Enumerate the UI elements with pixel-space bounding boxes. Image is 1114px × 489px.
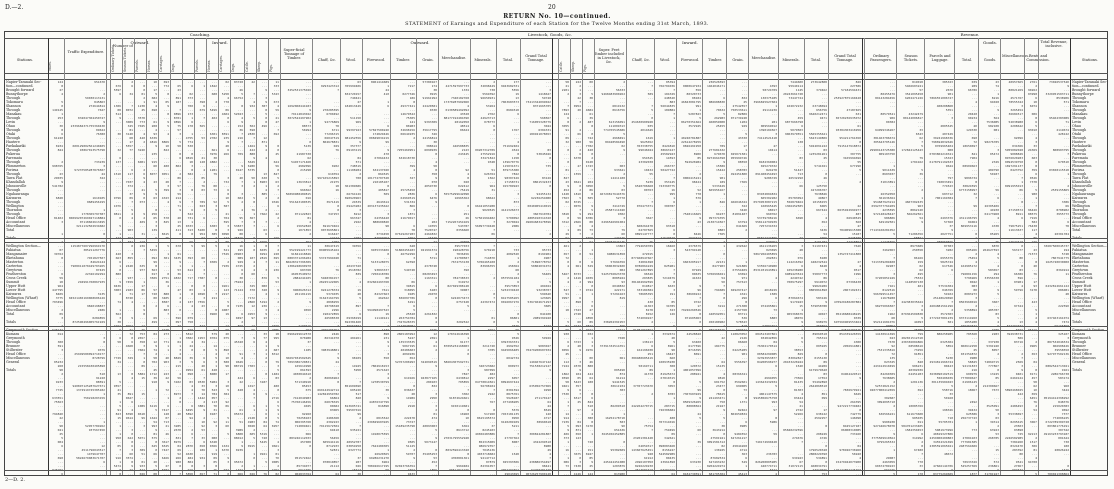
group-inward: Inward. (682, 40, 698, 45)
return-title: RETURN No. 10—continued. (503, 13, 611, 20)
figures-column: 23 74 ... 1 8216 94028 ... 9 ... 564 7536085 982108 081 ... 98276785 ... 3 05472 2349 ... 489790 50187 ... ... 56 ... 6 ... 26305406 44930 04173968 4 ... 4338 ... 05265 ... 75 6870 264627593 4 5 ... 4 583657 294 33556338 1 ... 9 5 ... 3607 ... 485787 83 5 4 6 3780 2283 337938 5391940 8057 2 ... 74869715 777867 0 13245 85 ... 212300667 7673 ... ... 3525091 50 3 03 39314 2 63923 53 268785 ... 15 ... ... 572 236861 6 31781947 (982, 80, 999, 476)
col-minerals-in: Minerals. (782, 58, 800, 62)
figures-column: ... 8 0 01 2 1 1238 45 ... 3578 773 7045 ... 4 440 2 ... 3240 ... ... 6001 ... 2 6 9 4 ... 41 9 0 073 9 2 409 ... 31 ... 210 236 7 ... 635 977 ... 1 17 86 17 ... ... 8 9 8 ... ... 12 79 753 2657 358 3 7604 7 1 0 89 ... 5884 15 ... ... 15 ... ... 1089 0618 99 ... 3 ... ... 5071 ... ... 389 51 ... 01 933 577 026 (137, 80, 145, 476)
col-merchandise: Merchandise. (441, 56, 467, 60)
col-cattle: Cattle. (245, 61, 249, 72)
col-pigs: Pigs. (269, 64, 273, 72)
column-rule (1070, 38, 1071, 475)
figures-column: 2 6 34 ... 7 0072 ... ... 3009 345 81 3140 68 17 5557 77 ... ... ... 6 117 ... 7037 372 ... 37 09 7 ... 5 4 4 ... ... 903 ... 353 484 0 ... 3 855 ... 2448 ... 937 7459 ... 2183 71 8720 4 ... 9 ... 0967 71 72 0 6 4668 ... ... 329 ... ... ... 8 4 ... ... 891 0627 6 ... 4 8398 9614 ... ... 3 0 622 0 6 3 60 3574 8 9 23 ... (125, 80, 133, 476)
figures-column: ... 6 02 373 ... 700 ... 173 1 6 178 1 4755 774 530 ... 8 9819 18 3 8 582 ... ... ... 8 ... ... 7 ... 6 522 731 1 0333 313 8 ... 90 5 ... ... 393 ... 1 614 ... 717 ... 8 03 0 ... 137 4 ... 7 079 758 078 5812 3582 4 24 0 ... 39 5 ... 9954 098 ... 03 4 4 7 ... ... 6 6495 5892 94 ... ... 2 6 7 ... 2870 ... 4630 484 804 8 019 5858 (185, 80, 193, 476)
figures-column: 58 21 2201 2 ... 7 7893 124 6 8 3055 91 ... 09 32 ... 0 ... ... 0 ... 81 ... 827 43 9 452 1428 7563 02 ... 3818 0 3312 ... 1 29 51 2 461 ... 657 72 0 4 5467 2 4 ... 547 51 9997 ... ... 18 ... 5 84 69 930 ... 6 2 0056 45 ... 112 7244 1862 0590 58 9461 9 7530 ... 1 7 ... 14 914 7239 5 9 406 373 1 ... 16 ... 1 086 73 ... (561, 80, 569, 476)
figures-column: 7444600 95940114 1145 20243661728 73447724 102072232 ... ... 459 6877666798 6 5079503 9063979551 ... 138 ... ... ... 83 ... ... 51447 713 26532290 ... 66 ... 05783092 556870464 1366452585 ... ... 6698 ... 73 ... 3 48 ... 076 112216392 6 105238280 6989423524 4249742 700975297 ... ... ... 87064674 9174943 15 1 965368679 48076 9 4 2 ... 6 5 ... 38553 829 83062847 20433226944 1540 ... 73566 81435 ... 81303 4 03444 54 21 2722 52266 ... ... ... 85840232596 ... 274676 7 ... 934943 67 31072115 (783, 80, 803, 468)
col-number-of: Number of (113, 44, 133, 48)
figures-column: ... ... ... 80455476 89143284456 ... ... 80579541 906 00382 64999346267 ... 381463786674 305643705146 ... 29989143725380 009103750 ... 1 9011639 8603037 ... 31013891 ... ... 26352050 361636364 954687923214 6592377764209 4235595 972148428447 986806 649102501 77143160281052 5 ... 11746555 3462063 ... 7 7213339289408 02287 ... 3 37265851949 ... 7161 8122516 566399511457 11678288 7 98275066507 ... 1962 68 952121681076 99052 162921079841 14130911699 043 7678 92 7531335816 72 135 023325 443412910499 84260309 7638605 2 52572821152 92077000412659 ... 302687 3094095710 2 ... 636566221 9906938 927446678078 ... 9 3775509910562 9795265532 ... 1 29087 4463059 60672789223 967226 5 (869, 80, 895, 476)
page-header (0, 2, 1114, 32)
totals-rule (4, 242, 1108, 243)
group-coaching: Coaching. (189, 32, 211, 37)
col-miscellaneous: Miscellaneous. (1002, 54, 1030, 58)
col-parcels-luggage: Parcels and Luggage. (929, 54, 951, 62)
figures-column: ... 0293423312 7 ... ... 270285595 6700492 ... 92776869 78 6711 77296315 06047519 804678831 029 76 ... 0202 ... 610354 997165215893 21975 18 16 ... 3971419 0 0 347253 ... 691679464 0073695861 616427 12122 1903 30647415 89905945164 6 53747994048 ... 76 ... 5948384157 28225122065 ... 0241278334 5374035 31623164799 2898259 28798348 2296 190472859 46508538 ... 7 7365386094 2446 86341070 ... 3983948801 7 9 24 ... ... 7 86066962 8 669142942714 142824959782 66864 66078325 00682 03065 ... 2486368 2302223 79115672504 69410 56456 605944116 8712933 52831 ... ... 078810857 21112 ... 64 (317, 80, 339, 476)
col-super-tonnage: Super-ficial Tonnage of Timber. (283, 48, 305, 60)
column-rule (552, 38, 553, 475)
col-season-tickets: Season Tickets. (903, 54, 919, 62)
col-ordinary-passengers: Ordinary Passengers. (870, 54, 892, 62)
col-firewood-in: Firewood. (680, 58, 700, 62)
col-miles: Miles. (48, 61, 52, 71)
col-chaff-in: Chaff, &c. (631, 58, 651, 62)
col-rents-commission: Rents and Commission. (1026, 54, 1050, 62)
figures-column: 819018 5466603241 57 3541095458 6202471226 ... 43242479 80142006817 ... ... 33 6543 62 7 5 172842125443 79 1704162 5 39 ... ... ... 2 1 4607302435 963 8862120 566262561 54 9 ... 71286356 58871 ... 8973689 250558 86166 159 02 62 495 75532 1148587130 401 ... ... 242383035624 3 6 879364509838 5 44093 ... 35085 799 282651512318 430336004866 68508616 73256 91851 ... 840 906231 40302036 64451283 1201136 ... 692 ... ... ... 10085766 ... 611673608 905035 011 584701233405 1584350453 6 314992 2 8 67480 7 ... 770 33 ... 178 (901, 80, 923, 476)
col-dogs: Dogs. (171, 62, 175, 72)
figures-column: ... 7 ... 589 ... 7 5 ... 0 454630900928 035 4014649 1619 9625652 353338755 99046044 954545 23302038 ... 10432 55 ... 5239 6520706668 00763 ... ... 7 076473371 ... ... 3627 608264478 62707565 0895147777 ... 75 7794650789 ... 472015 877468947667 32891698 8786864249 3501267895 96546 203835 381404992599 019817 333184584 78685395 ... 430 41363 8178 8152 574099227 2 ... 81081063552 1 ... 138113 6 164196038 251 389480685419 58169711 89 41378 ... 37357723670 2 ... 242264270715 ... ... 75754 7 23201381428 ... 64059317 143607625451 948 61912 2496107050 8226229230 3513684310 ... (631, 80, 653, 476)
col-total-out: Total. (502, 58, 514, 62)
col-sheep-in: Sheep. (571, 60, 575, 72)
group-outward: Outward. (410, 40, 430, 45)
col-total-revenue: Total Revenue, inclusive. (1040, 40, 1068, 48)
figures-column: 222 2 1 3 22 7 0954 20 ... 2 4 66 ... 980 ... 2 6 6378 47 ... 1559 0641 0 2 1810 5 8745 0076 7 9 56 2666 0 09 7 ... 3 2 ... 0 8 061 8733 1416 2 ... 7 ... 6 898 ... 7343 2748 ... 60 9137 8 ... 3723 48 9 ... ... 3 4578 9 104 05 5423 357 6 7 6517 25 97 ... ... 84 093 871 650 123 ... ... 3675 0 3 7438 4126 (573, 80, 581, 476)
figures-column: ... ... ... ... 832 25 27542557 750533611 82806 071739248 1204 929 ... 5 43330 ... 17 1 025071581 955999746 08550 ... 258783 492451800 ... 7369 ... ... ... 466046324 322 3420 81891407 63794 041669 2 ... 0 432642 ... ... 1 921889 67554409 63692 971 757613 049297417 4341 296 8 271308 2157768 83711 536 578543 518 589672 110823052 2126 06668 ... 04225285 901 ... 5556397 08366341 3592601 699005 73 ... 8 1371 82462 802659834 ... 6 0985 ... 9484552 627261217 ... 45844268 4714 363 6 549 1 ... 45413 (730, 80, 747, 476)
figures-column: 05394 766704036 7 104329 448520 883 56044835 189884 7 1 ... ... ... ... 1 ... 8424810 38663127 45582943 14593 ... 266737 50427742 ... 7 353145 743360775 16 995 1 6 300787 ... ... ... 93518 6 0 41549628 271 18460 3 ... ... 825981 7 7 7219479 0 6633 3 191 ... 85 34785 323 126 ... 5 ... 3332674 28 5 8961 98 18447 660 100935938 308 1 81925672 67810315 8 3053 8783 1 ... 283715 726306684 488 357314016 ... 759499 09 342621 ... 098083468 8156247 524582989 80435 23961898 ... 93402169 64 (658, 80, 675, 476)
figures-column: 039 289 66786 ... ... 4 ... ... 20420 90234 ... 40 129330 ... 690 72 18650697 841 7904 ... 08909663 ... ... 9896734 8 30824595 6773158997 32 7 99 ... ... 4311196795 04064 869953116 ... 8 1 2 ... 005266 2 75454 4 162985172 796801156 7796969 0042 083 00 0083273 3 8503960016 2 5358894 9373119260 1855288 329467534 785568 ... ... 060612258 25 031354872 9988 58845 92131833 216 600979 777809627 61906145 2 18067 2492 ... 39432 625586 256737743 1 773 27804103 777981585 2487564606 ... ... 70933326 525257369 ... 1877 (958, 80, 977, 476)
figures-column: ... 4271597997733 1334 ... 7340182768 17370287902060 4 0130589492092 43528 88177192484390 28162050 48514 06624 ... 446588835 2123 243445 ... ... 92 4 8 020 022412 75419 55575299642098 16965362 0 ... 251 26 7152267454169 543787 0356660 ... 27658 39577033 190428756 7836456 21780587 7674753138 ... 390 ... 784738533 319272 827029388148 39087 ... 6222073473 6757428 5 ... 3202522 ... 5 170312646398 1 91177 87095234168003 2 0 58604307592731 ... 3 7827 6430812 705859 ... 7 3302 91872624661 9150119681 0 16960 10 ... 6364 8613712 ... 27031795552948 ... 8032596413340 8 4350801361 9969484 00511811946 (443, 80, 469, 472)
col-total-rev: Total. (961, 58, 973, 62)
col-timber-in: Timber. (708, 58, 722, 62)
figures-column: ... 1842 ... 688 2 ... 5499 ... 402 ... ... 6301 2782 661 3976 30 4882 ... 1281 79 ... 00 73 ... 52 3 5 ... ... ... 6383 8 385 2 0 5 ... ... ... 0309 ... ... 0 ... ... ... 7 211 ... 8 0960 ... 91 579 0704 ... 14 5 4 5 3 1 428 8080 5984 3 523 784 057 113 70 31 0187 ... 92 3 ... ... 080 6348 0366 1 919 09 05 8 45 71 (209, 80, 217, 476)
group-outward-coach: Outward. (130, 40, 150, 45)
col-parcels: Parcels. (135, 59, 139, 72)
page-footer-ref: 2—D. 2. (5, 477, 25, 483)
figures-column: 02 ... ... 5258 4 778 ... 06 4604 0 6 ... ... 8591 235 9 48 6 266 ... ... ... 3 732 ... 6 8 10 5 587 21 704 595 3 3 0098 144 88 1 521 7529 ... 2 7939 ... ... ... 9261 143 2217 ... 5 8 4087 19 ... ... 17 60 20 075 ... ... 890 7 10 588 98 ... 17 3 10 5 384 ... 92 06 ... 5 11 60 5 ... 1634 6370 ... 9 3 034 0 (221, 80, 229, 476)
figures-column: 693 772 ... 8 ... 05 9 ... 8 ... 9 5 ... 4 8869 10 822 ... ... 480 ... 0051 ... 28 3 399 4323 4 ... ... ... 570 825 8615 75 ... 5 ... 1 301 ... ... ... 0 2751 36 4 888 3405 8587 6 883 7 ... ... 6 4748 273 ... 771 1 1 ... 40 903 ... ... 223 42 9 72 ... 1 ... 6 7417 148 07 713 21 ... 46 ... 3617 6525 7427 ... 6466 ... 27 8382 ... (161, 80, 169, 476)
col-stations: Stations. (16, 58, 34, 62)
col-pigs-in: Pigs. (583, 64, 587, 72)
col-horses-in: Horses. (207, 59, 211, 72)
col-dogs-in: Dogs. (231, 62, 235, 72)
col-parcels-in: Parcels. (195, 59, 199, 72)
figures-column: 57380167 174 38 0915 91961992 22420581 0330 ... ... 9393309 35617795 346 24156814 30 388614 6090939 8 ... 4 58 8 358 9 070 4059730 ... 6 6476 9 ... ... ... 202 19355 7520747 4464832 16479 72 ... 921991574 4 5711 4378748 ... 08283493 1163311 ... 6 6183 24070 0 ... ... ... 2261832 8 4 ... 3725 12 2691 4 61 2 ... 324099519 9 ... ... 943877165 280103 832 ... 3 2950 ... 3 2 01 474 ... 40893003 5 ... 9 5073147 8 35405253 53 452 7 1899 ... (420, 80, 437, 476)
figures-column: 2 32098449 738 5569392 96650931 ... 53264 ... 2762 44923713 078773 6 0 ... ... ... ... 09267312709 27552916 33471822 9348 51 626764 1562 ... 964 31 ... 68622 66421053288 9029525 57501994482 7 56097739428 7 06 ... 7 970218 ... 714870 5706465108 83996355 ... 2 ... ... 0 7 42367472 ... 01 0 0762 ... ... 3211720 3785 ... ... ... 340723682 987099 482 2297 04770814561 56708104 7 2942 ... 767 0 517260 8615195572 ... 37 8245103 49656483886 ... 852315009 986972357 7045136 4033718682 92147712 07879 82391057 ... (475, 80, 495, 476)
figures-column: 177 9943682331 5556 19 13 7063683573 ... 0684518 6 ... ... 1767 ... ... 4 751692404 4524 8 1158 139670776 115031671 879715380 7822 98307426 17158731 915789943 ... 3 ... 873 ... 4141326673 ... 5700092 3270044 2086 ... ... ... 733 4082520 1 2 458364 68 2 0575591184 6 39573853 5232339420 ... 8417585265 0016067276 ... ... 0 86801 5 3529 69 5 9526 9393363331 2992352 9445066485 ... 6042734 800973 ... ... 6057 8094697444 ... 8301594 0875761 5928187 477498205 ... 5579 7453181135 0950 9120289109 5211 ... 7 27707362 8087 ... 1548 025393506 ... 3057797557 29043695 (500, 80, 519, 476)
group-goods-revenue: Goods. (983, 40, 997, 45)
col-total-in: Total. (810, 58, 822, 62)
totals-rule (4, 326, 1108, 327)
figures-column: 63 355999406 832720157 740421 27 184813449 ... 511150 969 ... 99397943 ... 081452556 9 357377 09103119 84 571 748519 11108284 2 708 361389686 7 66764126 690920963 24539 69423282 3 8212 963347 2922 ... ... ... 4784 39356 ... ... 71 ... 40437320 2518782 839 ... 4 ... 19 48 5 ... 897 ... 6 69368199 692381460 35653502 ... ... 404261 ... ... ... ... 98109 14945 5958 ... 7 851609690 605220 517 820 ... 813605741 59507016 99 2 ... 7 935221 ... ... 40952787 03859258 6327774 37 287 026 15617 38 (344, 80, 361, 476)
statement-title: STATEMENT of Earnings and Expenditure of each Station for the Twelve Months ending 31st March, 1893. (405, 21, 709, 27)
page-number: 20 (548, 4, 556, 11)
col-goods: Goods. (983, 58, 997, 62)
col-chaff: Chaff, &c. (317, 58, 337, 62)
figures-column: 4393 58724709 ... 130375185 3966825927604 1 29114236 ... 281 009569012 1390104567 3 74114521418 47 10414 ... 8182360084 025279332 824278 091408454493 9286729 ... ... 83932804834 605302282 0579953087215 160965445 68017 960762 53739708216 558114799939 7257234332 ... ... 86812744809 930952 4611136265 023695 5867266405859 292831 ... 53556740980 8531931943891 4 ... 4018229 1589 6 ... 974495861 73 ... 6883 ... 97897452 3 684513407861 034842856 04 76302170514 ... 00582299085 32393953877 84200596977 6 ... ... 4994055 143643432034 5 ... 4061147575 9945856675758 993 ... 97 8 5986 ... 59 749174990428 ... 236783 ... 826200805985 440774711 5642 4 (753, 84, 777, 476)
col-wool-in: Wool. (659, 58, 671, 62)
totals-rule (4, 330, 1108, 331)
group-revenue: Revenue. (960, 32, 980, 37)
figures-column: 273642808 379462 ... ... ... 63748694 656756 9640212471 9471 ... ... 5565355621 5623149806 ... 5924091242 03 1235281261 25 ... 5741021 ... 0 46 ... 125750 427206707 7638846 49867 10158155 6065 667444 ... 4 652 ... 3436 54 4069 3191787 51197431 ... ... 8188 448232544 8448 9 55897773 86 5919072 99824286 8805861890 583126 9 579058788 ... 49027 ... 998979 350494 2 89060518 765314 ... 005925 ... 0 0155130 89 44206 6179979640 83 17552 55492890 2644868510 ... 851 099 ... 17 638122 2592257 8 208249 4726 ... 0 1796520348 2808229390 534891 0 468834791 23319045 753 (808, 80, 827, 476)
col-super-tonnage-in: Super. Feet Timber included in Livestock, &c. (594, 48, 624, 64)
figures-column: 236526593 1464046171 ... ... 6 086688830 ... 70632 5 262983 460859008 25455 ... ... ... ... 789 277681632 679678 8272664398 9 15586 15442 ... 901 189 5333429 665956167 1 ... 846 ... ... 94237 997374355 2130714567 ... 0883 7365 ... 2 1 ... 0 ... 22131 8477903 ... 5706996021 54 50 7 794689 7 0 ... 3214 ... 440592051 ... 450180982 1 086358629 ... 42 ... 184775 ... ... ... 64 15135 ... 4 9818 601752 23477 0 78615 241493471 750 21947 9 ... 5 ... 38 3643214 0 47501941 9091581312 82 136925 ... 87682534 627493232 8204224974 6 681705304 (706, 80, 725, 476)
figures-column: ... 1 ... ... ... 398 6 679 ... 7 ... 565 ... ... 53 ... ... ... 21 128 ... 4 ... 05 2 76 03 ... 789 023 3 ... 6 ... ... 5100 954 67 ... 99 ... 60 7 ... 3 7 7387 0 1 9698 3 7556 23 ... ... ... ... 523 ... 1953 34 ... 8 ... 6 6 40 61 ... 7 9530 33 70 14 1442 2 3881 9 2 10 92 53 ... 33 6 658 186 ... 934 3 657 (197, 80, 205, 476)
col-wool: Wool. (345, 58, 357, 62)
figures-column: 11 333 ... 5343 673 4 59 ... 21 47 ... 7 692 8 0 45 624 56 0 847 5 63 2 7 ... 2 9346 6 ... 22 2 ... 6 ... 169 ... 7 2 228 695 11 ... 236 5 53 ... 9 1 ... 2 ... 4 ... ... ... 4660 2005 18 995 9 687 8312 79 3 5 1484 83 480 0 ... 2716 6 5 9 1 5 74 6957 ... ... ... 4 9661 3 01 70 9085 2 4294 82 (271, 80, 279, 476)
col-firewood: Firewood. (366, 58, 386, 62)
col-ordinary: Ordinary Tickets. (111, 43, 115, 72)
figures-column: ... ... 9 ... 3 9 387 8 5 0 8 496 ... 12 871 9 4 4 13 630 8903 1 4 885 2 ... 2 7662 7 ... 63 6 0758 8 6035 0294 2819 7 3 ... 876 ... 080 328 4 ... 5194 236 3 9 13 ... ... ... 33 77 4 1 2 1 2 0 ... ... 8 ... 3187 ... 9 1 1 6 0 84 64 ... 5319 740 5425 ... ... 9921 ... 5 ... ... 76 (259, 80, 267, 476)
figures-column: 0000647934 556 80320733 08184 46843081795 991 1 5287823 5 86270351664 3572945 40240781887 22614278259 0826491958 ... 8900 85 592926984 ... ... 2 0006415241 98424 ... 52 778 576 1 ... ... 7548116665 9 43 ... 8446 1937317 2376579 543799148 ... ... 6603205917 ... 07949 00635 41632 9 96 38600222 7 9722 17 79226260546 8 071605063 0 ... 5 44528840 ... 63400 6177596 8716395 8691 ... ... 120572 4001057096 288941 5 ... 99 7307603929 9 8509326265 80808564 24 5 ... ... 60 ... 39 ... ... ... 633230 ... 8 8184730591 (681, 84, 701, 476)
stations-column-right: Napier-Taranaki Sec- tion—continued. Brought forward Bunnythorpe Through Tokomaru Shannon Through Manakau Through Levin Ohau Through Otaki Through Hautere Paekakariki Through Pukerua Paremata Through Plimmerton Porirua Through Tawa Flat Khandallah Johnsonville Through Ngahauranga Kaiwarra Through Wellington Thorndon Through Head Office Accountant Miscellaneous Total Totals Wellington Section— Pahiatua Mangamaire Eketahuna Masterton Carterton Greytown Featherston Cross Creek Summit Upper Hutt Lower Hutt Kaiwarra Wellington (Wharf) Head Office Accountant Miscellaneous Total Totals Greymouth Section— Kumara Greymouth Through Brunner Stillwater Head Office Miscellaneous General Totals (1072, 80, 1108, 372)
col-cattle-in: Cattle. (559, 61, 563, 72)
col-carriages: Carriages. (159, 55, 163, 72)
figures-column: 951670 ... 2 59030113131 845863 272644814 7627 ... 032047304450747 9 2339684371755360430 09622 76380 ... ... 600129002561240405 93867013575798 ... 733239 3 97237585287876507 44 322 ... ... ... 1610105 0689456195 1 1778365797387 00699207269027118884 07118602613495 3211132502934682 ... 8 ... 56 1154877607296969170 385211267776 ... 7451827507 84624144 7908911070429703265 07425 22326102294 ... 294991760867935 ... 3135 04521465169068606126 ... 9840198837 2486 ... 0284859 872590496005761929 ... ... 3 8 ... 9379 25949580092710177 8728799 ... 215558430405898 ... 510 91220 88591 940897125287627671 1372919745385182 1 750218203159 ... ... ... ... 1 52957789262 937567450 ... ... ... 12 4511796043517 1479647707 5824679083671707 6 ... ... (68, 80, 105, 476)
group-livestock: Livestock, Goods, &c. (527, 32, 573, 37)
col-sheep: Sheep. (257, 60, 261, 72)
figures-column: 65 23 ... 891 187 7 0896 8701 9896 75 57 3 ... 5 58 ... 8 6 ... 802 ... 2 86 7 57 3 59 214 9 71 9 40 13 25 411 0 ... ... 670 ... 61 3435 9 1 53 36 4832 ... ... 47 1 2 4 ... 0 ... 596 097 43 ... ... 1 04 1 3 4 8829 3 215 ... 4 56 3102 ... ... 8973 2 8 ... ... 40 ... ... 3285 2678 ... 831 8979 04 69 52 266 980 0 ... 7 (173, 84, 181, 476)
col-carriages-in: Carriages. (219, 55, 223, 72)
stations-column-left: Napier-Taranaki Sec- tion—continued. Brought forward Bunnythorpe Through Tokomaru Shannon Through Manakau Through Levin Ohau Through Otaki Through Hautere Paekakariki Through Pukerua Paremata Through Plimmerton Porirua Through Tawa Flat Khandallah Johnsonville Through Ngahauranga Kaiwarra Through Wellington Thorndon Through Head Office Accountant Miscellaneous Total Totals Wellington Section— Pahiatua Mangamaire Eketahuna Masterton Carterton Greytown Featherston Cross Creek Summit Upper Hutt Lower Hutt Kaiwarra Wellington (Wharf) Head Office Accountant Miscellaneous Total Totals Greymouth Section— Kumara Greymouth Through Brunner Stillwater Head Office Miscellaneous General Totals (6, 80, 42, 372)
column-rule (106, 38, 107, 475)
col-stations-right: Stations. (1081, 58, 1099, 62)
page-ref: D.—2. (5, 4, 24, 11)
figures-column: 8961414689 1 44 410 1 6 ... ... ... 6 57827500240 174829446 00849834219 99 ... 9 470 67064432 ... ... 634137020 864525 101772707528 210185107 8 405817 509 4643614 203137435622 ... 3 64356440 888600820 98 ... 3734458 82993953 ... ... 9935333406 0 ... 5133128075 ... 93893337 7250418786 80 032602493768 ... 7611 84327663 462622 7 594998497523 19 11149141 ... 2 1132 898 231 9 1 ... 3 550 7804918153 2571643 3 4 1278530799 ... 38 ... 9 44876347799 816898 6815542 239829603925 ... ... 1918075595 ... ... 7622480305 1 26920565 69286231270 6964 788926617195 50 ... (367, 80, 389, 476)
figures-column: ... ... 3252531375026 ... ... ... 1692068444183 9 79114843022 3072522497902 1 88573 56994 ... ... 0 5139 ... 21987338 62 54457171468 4982096 215298 ... 13633812 2 966562 56899988489815 016 551643180535 ... 071122823 81 4 15652820 1071853 2 ... 357 11 552199421773 91841418846 0883371296284 86628317396309 1386248690978 603768 46953540972 2884244105 1 ... 9960626312 261101219 ... 9 ... 9650 ... ... ... 2100619 267 0966229612570 876988 37 ... 1185 36697034502645 7093386720831 165614998 061593 4030844610 2 571340918 85453 675 ... 7412049983 75760146456 4025 92260 70258103 006395768 712809461 ... 066 883246112033 457008 0 951572462 ... 85734077 9914306 902833764 (285, 80, 311, 476)
figures-column: 2761 2 90262 03998 6 18 6074 006 8 6 5 93010 ... 4 3 33 24369 ... 603 0 8 359 6 0526 7378 ... 5 980 1 ... 7 96426 88575 7919 582 76438 117 4 86 229 ... 43 71573 ... 8 20 ... 76 ... 17 93 3178 ... 423 ... 5 1 2 4 ... 95316 ... ... 2 9965 ... 653 ... 04 ... 8 0171 457 58 62 10 659 6451 76 2 54 ... ... 3067 ... 92213 2 1517 306 81 ... 4 94708 ... ... 5 (1027, 80, 1037, 476)
col-grain-in: Grain. (732, 58, 744, 62)
figures-column: 83728 ... 46 5 66752 8 ... 52043 4 9 152 36 7 216 7 ... ... 709 ... 9 0147 ... 40 7 3 3 602 2 4 ... 95 7 53837 926 88 25815 5 16 195 20903 089 929 4725 6 0 30 75922 ... 71124 ... ... ... 7235 ... 6 0497 2 868 ... ... 7 45340 ... ... 91 4 9649 88719 ... 424 22 428 ... ... 61 05672 ... 51 3989 6808 88012 1 9 0239 95672 2 1372 066 (233, 80, 243, 476)
figures-column: 42 7 ... 4 932 ... ... 5 502 598 2830 7 ... 1464 422 888 9 5629 6280 5735 50 1 2 ... 5 8 ... 76 1 367 3 7 ... 0 5 1 0 107 4 2 4 60 ... ... 325 370 ... 7172 2860 12 ... 4953 97 13 96 ... 9 6 ... ... 7 ... ... 7303 ... ... 6 ... 1017 4 6 7 ... 6 1 ... 2128 4983 0028 2 605 5 ... 0915 1 0 1 9 026 (247, 80, 255, 476)
figures-column: ... ... 3 1418627 59748 73413344099022 8371665705 ... ... 568567 716055328779 3044 6304331 189921078653 ... 83 53845046 0 ... 735 ... ... 83126 8861532433 0 92455132 62236254080 ... 0040905410019 3667910784 4885910314320 49684683478596 ... 2 ... 95733 8194904 4907 71890778752 50802031074 ... 56409 ... 5 404024 93238707 599640 123665 5367404671293 3605 ... 844108 2989394940 5243 ... 59926 9083027 70479200607034 ... 149467647142 751538212127 9 ... ... 635056757069 9290 ... 271170147 64 44 8549 140 4717 38960618 ... 300824281807 ... 4322299510 8988 49 4 7 438886354497 98441 57268281340 90726257900128 (525, 80, 551, 476)
col-timber: Timber. (396, 58, 410, 62)
col-season: Season Tickets. (123, 46, 127, 72)
totals-rule (4, 470, 1108, 471)
figures-column: 826 227586 57184594431 253927875160428 ... ... 47187465 631 65720236935072 ... 61 93384303416956 954211761650 0 7915147918872 ... 307755 3165994696 55 677290 5 ... 2 22 0635922994977 487 66940545 560 47 784909615388 15187 6435680 44718864 7640 ... 1352747411808 27 4 0517 1996 ... 07396438 2067102431 ... 470929180287884 ... 05218688448245 0339 697569969553464 32516209445 854339426559 ... 4300 2956914881 ... ... ... ... ... 04964429513 9 ... 7836979921 6629 ... 264395 9472217739482 0 742779 146098 ... 8425127187 06008310085 733160 ... ... 04 978926736960 56940 4 15479944073900 ... 145142804475390 ... (833, 80, 861, 476)
figures-column: 124 8 27 4 5 0 149145 1 253 ... 30 8 6 61240 ... 6934 844 2 998765 ... 23 29035 9 541782 ... ... 6828 ... ... ... ... 81402 3 1 ... 4 ... 07 39762 8 ... ... ... 6 59 18 964 447795 8409 3775 703496 ... 2 09 3 ... 7 538134 014 300 591 3 ... ... 05232 268 98 2 ... 9233 ... 7725 ... 633551 75563 ... ... 794840 22 ... 98 041 25 5 004 6 ... ... 698 ... ... 875903 6 (52, 80, 63, 476)
col-grand-total-tonnage-in: Grand Total Tonnage. (834, 54, 856, 62)
col-merchandise-in: Merchandise. (751, 56, 777, 60)
col-grain: Grain. (422, 58, 434, 62)
figures-column: 00 ... ... 5 38 ... ... 4684 61 39 487 8 ... 0 742 56 7782 420 0 2 0128 1743 7 ... ... 204 3050 86 8 505 ... 9 5 294 6786 08 4 73 2 6650 92 1 54 ... 6 529 ... ... 4039 994 0 9744 1 7 6 47 1 4858 89 0843 3944 032 1 1 3 4976 00 46 888 444 64 188 ... 8 6 824 510 4 4 380 8 3170 ... 1 720 ... 151 6947 85 9 25 ... 144 (585, 80, 593, 476)
column-rule (862, 38, 863, 475)
group-inward-coach: Inward. (212, 40, 228, 45)
figures-column: 73026537540 9 ... 3329951503711 8538906 571 ... ... 95462383089 71 ... 2119674 428122 ... ... 808903795 7 ... 670510 ... 03658115518 1 ... 2 2539155865 ... ... 3386 66 8788902 3955773 ... 6 78 ... 20301784 ... ... 33687500045737 194 5748 7867941775 1625720030000 8364914 11 ... 6232812661122 086081 48 ... ... 222590 637463161074 7474 99165898 ... 325107 3 887532046534 066908426 39558550 927977502136 ... 0882542713021 9161 2286766738 583174 ... 960 3444 ... 05194414398292 848376 215020383 9692 7377 774006225 6722789309728 003861776191 307342 49163233793187 001644 730 180 20826242 ... 0 1549 789021308864 (1043, 80, 1069, 476)
figures-column: 40957665 ... 80821269 4571767 78555342 3 3265454 36684517 ... 52038980 2208642 ... 92096 ... 034366 5955082048 9088849 8976020283 0094539750 1697291137 0423752 ... 7 1 8991955013 06 ... ... 8 ... 47150572 8911 6 79875251 11613637 ... ... 12672410 0 563177 ... 80 ... 8 83 66386 596 03901 4 59796 ... ... 97344 ... ... ... 13 577492337 6043 392938731 506 83716 ... ... 2 7 2569 3 9 0401 6469124 ... ... 5890468025 442 ... ... 4486493 ... 55338697 ... 8295615 23503 03898 725 2246582985 7384260 8324470 283392 80 ... 9541 27067 907532 (1004, 80, 1023, 472)
figures-column: ... 7217 ... 0277346 186 8 49377421 ... 14679542 75305 141 86983 32698156 06644935 2 ... ... 7255469951 632618730 ... 399 4 ... 327 ... ... 25725450 2836 62969519 531334 866 7 1871 21679017 6 78 07619267283 4752 ... 648 51860456183 46752296 3 62390 549748 ... ... 06 39815 318095 9185 836097786 6191 6 5 25520 263754784 7327628335 1142020981 2865183992 5247 135333535 5067195 40486603 4094936 652 52767206993 ... ... ... 619166 ... 8 836637 28 14986 ... 2918 222478 73727 15189235798 ... ... ... 9505 51125 2 59707 9 ... 82023766354 3457 9433 (395, 80, 415, 476)
figures-column: 2 ... 56333 9468483900262 ... ... 6819132 0616756 613156091 111009313 774765545686 5 4968491 89428584490 02 9 ... ... 003 933641 2 14411188 ... 5 03 46729817644576 52770 3414749 25587111040 9302 3 6296546901004 ... 79 60 127179 58782023135 13863 ... 6988631858 ... 57694356 58063832400 002 5425756823378 8085924 93 6040832 422171 57294163 819 ... ... ... 338204391953 455 60323 ... 7028 ... 37391332514351 ... ... 061 ... 005498 874 91214 9441525 30611934 383 ... ... 86209510 ... 1 16252178718 583 90 651636 3645456452885 0 ... 95382609 ... ... 445424451088 1203879 2 813980 (599, 80, 625, 476)
figures-column: 676 5597 6 ... 1306 08 512 9 ... ... 30 ... ... ... 32 6 137 ... ... 1510 ... ... ... ... 9796 ... 1076 ... 0811 0 5 ... 1 473 4 ... 420 663 6 1 0 880 ... 9 0436 3003 2 74 1 562 3 38 3194 6 ... 6 58 ... ... ... 7729 34 ... 13 5 9557 41 35 1 5 91 823 15 ... 1 ... 1 950 ... 05 7 ... 916 1 5474 0 8 (113, 84, 121, 476)
totals-rule (4, 238, 1108, 239)
col-traffic: Traffic Expenditure. (67, 50, 105, 54)
col-minerals: Minerals. (474, 58, 492, 62)
col-horses: Horses. (147, 59, 151, 72)
figures-column: 385323 ... 2670 901 7866551006747 ... 408208868 5351 ... 3 ... 2805545 407429 39241968336 798694832646 0769965404 008 0783802210341 15323 6178791192633 9644 ... ... 797 740833491 774523 ... 603712 7001169384 ... ... ... ... 2493376 57360 37 9 2027751 ... 388050566 07383 3282 ... 6955379 5825744 617546 6 ... ... 57534384 046769 59102 25148629690 7 4604881561296 2 3572303 2772107801239 501 ... 880258985 6325304 5854 ... 5230 2934811966724 80443 ... 3638090102519 550406039 301135904043 5 558716 33 50168 ... ... 198326 ... 710 55705701 5081973996 40819327806 2259000400883 34554321699 2385591065041 ... 48672 47666144706 6 83775269609 (929, 80, 953, 476)
col-grand-total-tonnage: Grand Total Tonnage. (525, 54, 547, 62)
figures-column: 10 ... 17 5 682 91 4 698 ... ... 61 208 4 93 6339 4816 9 235 ... 915 60 ... 8077 23 5 9 63 ... ... 8 256 65 3 3 139 ... 6 1 5459 ... 092 99 8 563 017 3509 ... 57 720 00 ... 2 69 499 ... ... 84 ... 12 9 74 2 58 702 ... 45 1712 39 918 1 ... ... 6119 5 ... 1644 54 993 9 81 575 0 625 0 66 ... 20 5 93 08 (149, 80, 157, 476)
